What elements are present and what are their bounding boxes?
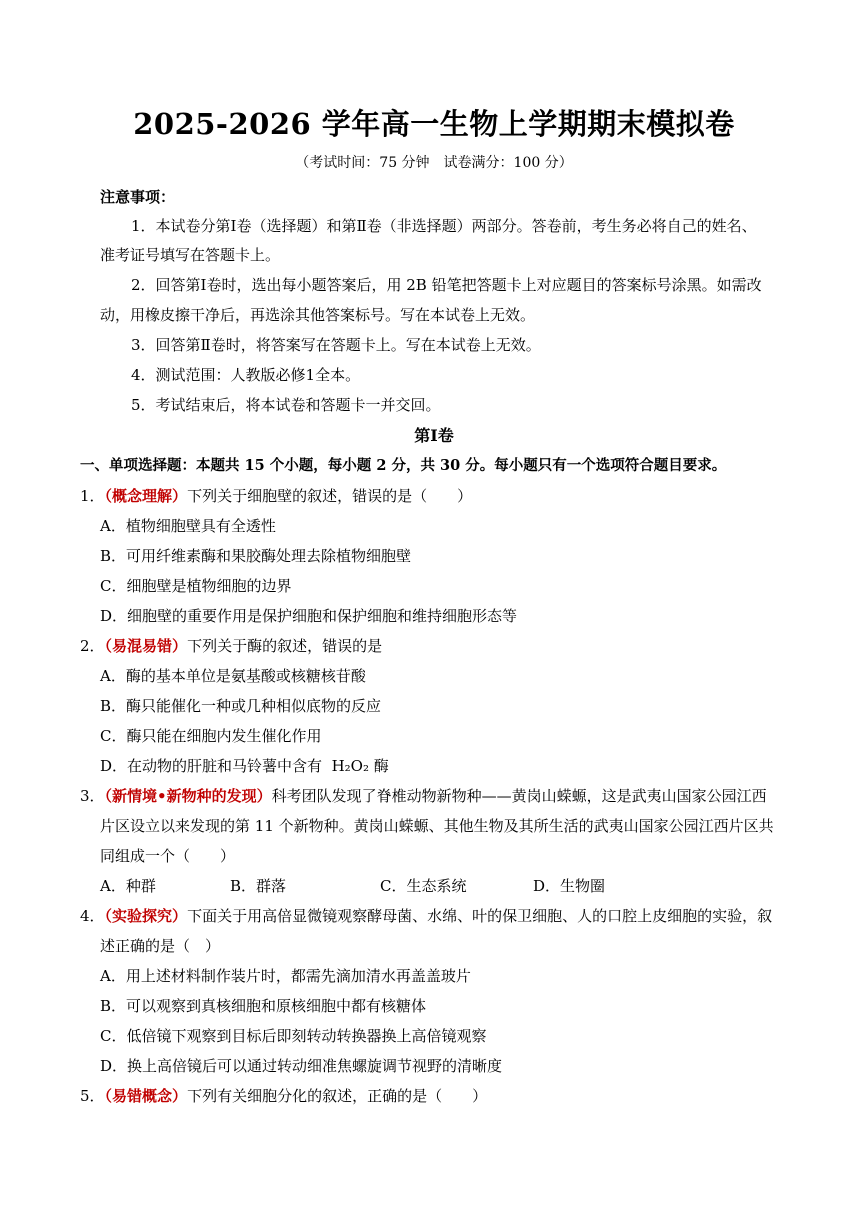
question-1-stem (80, 485, 472, 507)
option-d-text: D．在动物的肝脏和马铃薯中含有 (100, 757, 323, 775)
notice-item-5: 5．考试结束后，将本试卷和答题卡一并交回。 (131, 396, 441, 414)
option-d: D．换上高倍镜后可以通过转动细准焦螺旋调节视野的清晰度 (100, 1057, 503, 1075)
question-number: 4． (80, 907, 105, 925)
question-tag: （新情境•新物种的发现） (104, 787, 272, 805)
question-5-stem (80, 1085, 487, 1107)
option-b: B．群落 (230, 877, 287, 895)
question-tag: （易混易错） (104, 637, 188, 655)
notice-item-1-cont: 准考证号填写在答题卡上。 (100, 246, 281, 264)
chemical-formula: H₂O₂ (331, 757, 369, 775)
option-b: B．酶只能催化一种或几种相似底物的反应 (100, 697, 382, 715)
option-c: C．低倍镜下观察到目标后即刻转动转换器换上高倍镜观察 (100, 1027, 487, 1045)
question-tag: （实验探究） (104, 907, 188, 925)
question-tag: （易错概念） (104, 1087, 188, 1105)
question-tag: （概念理解） (104, 487, 188, 505)
section-title: 第Ⅰ卷 (414, 426, 454, 445)
option-a: A．用上述材料制作装片时，都需先滴加清水再盖盖玻片 (100, 967, 471, 985)
notice-item-2-cont: 动，用橡皮擦干净后，再选涂其他答案标号。写在本试卷上无效。 (100, 306, 536, 324)
question-2-stem (80, 635, 382, 657)
exam-title: 2025-2026 学年高一生物上学期期末模拟卷 (133, 107, 735, 141)
section-instruction: 一、单项选择题：本题共 15 个小题，每小题 2 分，共 30 分。每小题只有一个选项符合题目要求。 (80, 457, 727, 474)
question-number: 3． (80, 787, 105, 805)
option-c: C．酶只能在细胞内发生催化作用 (100, 727, 322, 745)
notice-item-4: 4．测试范围：人教版必修1全本。 (131, 366, 361, 384)
question-3-stem-cont: 同组成一个（ ） (100, 847, 236, 865)
option-a: A．种群 (100, 877, 156, 895)
question-3-stem (80, 785, 767, 807)
question-text: 下列关于酶的叙述，错误的是 (187, 637, 383, 655)
option-c: C．生态系统 (380, 877, 467, 895)
notice-item-2: 2．回答第Ⅰ卷时，选出每小题答案后，用 2B 铅笔把答题卡上对应题目的答案标号涂黑。如需改 (131, 276, 762, 294)
notice-heading: 注意事项： (100, 188, 176, 206)
question-text: 科考团队发现了脊椎动物新物种——黄岗山蝾螈，这是武夷山国家公园江西 (271, 787, 767, 805)
exam-subtitle: （考试时间：75 分钟 试卷满分：100 分） (295, 155, 573, 171)
option-d (100, 755, 389, 777)
option-b: B．可用纤维素酶和果胶酶处理去除植物细胞壁 (100, 547, 412, 565)
question-text: 下面关于用高倍显微镜观察酵母菌、水绵、叶的保卫细胞、人的口腔上皮细胞的实验，叙 (187, 907, 773, 925)
option-a: A．植物细胞壁具有全透性 (100, 517, 276, 535)
question-4-stem-cont: 述正确的是（ ） (100, 937, 221, 955)
option-d: D．细胞壁的重要作用是保护细胞和保护细胞和维持细胞形态等 (100, 607, 518, 625)
option-b: B．可以观察到真核细胞和原核细胞中都有核糖体 (100, 997, 427, 1015)
notice-item-1: 1．本试卷分第Ⅰ卷（选择题）和第Ⅱ卷（非选择题）两部分。答卷前，考生务必将自己的姓名、 (131, 217, 757, 235)
option-a: A．酶的基本单位是氨基酸或核糖核苷酸 (100, 667, 366, 685)
option-d-tail: 酶 (368, 757, 389, 775)
question-4-stem (80, 905, 772, 927)
notice-item-3: 3．回答第Ⅱ卷时，将答案写在答题卡上。写在本试卷上无效。 (131, 336, 541, 354)
question-text: 下列关于细胞壁的叙述，错误的是（ ） (187, 487, 473, 505)
option-d: D．生物圈 (533, 877, 606, 895)
question-number: 1． (80, 487, 105, 505)
option-c: C．细胞壁是植物细胞的边界 (100, 577, 292, 595)
question-3-stem-cont: 片区设立以来发现的第 11 个新物种。黄岗山蝾螈、其他生物及其所生活的武夷山国家公园江西片区共 (100, 817, 774, 835)
question-text: 下列有关细胞分化的叙述，正确的是（ ） (187, 1087, 488, 1105)
question-number: 2． (80, 637, 105, 655)
question-number: 5． (80, 1087, 105, 1105)
